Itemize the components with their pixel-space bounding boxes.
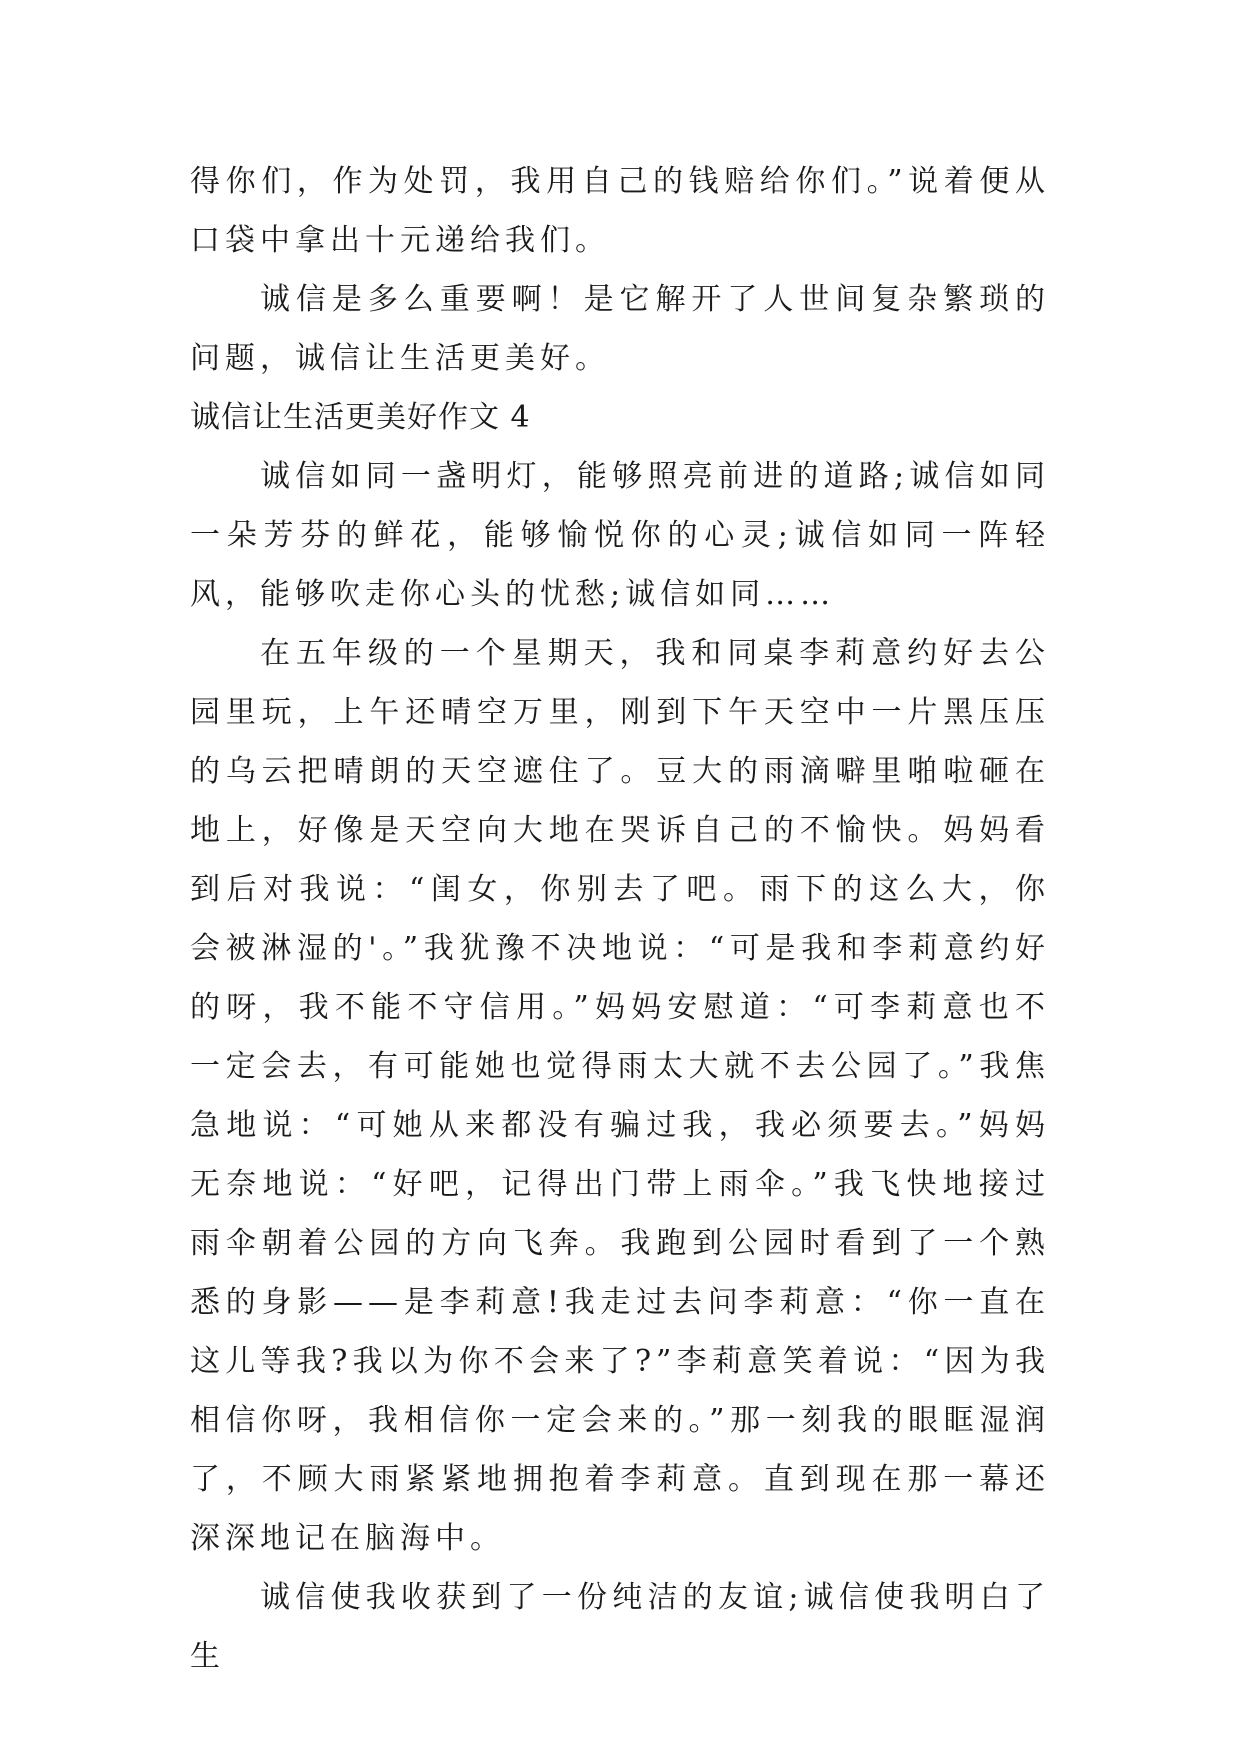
paragraph-continuation: 得你们，作为处罚，我用自己的钱赔给你们。”说着便从口袋中拿出十元递给我们。 [190, 164, 1050, 258]
paragraph-closing: 诚信使我收获到了一份纯洁的友谊;诚信使我明白了生 [190, 1580, 1050, 1674]
paragraph-conclusion: 诚信是多么重要啊！是它解开了人世间复杂繁琐的问题，诚信让生活更美好。 [190, 282, 1050, 376]
paragraph-story: 在五年级的一个星期天，我和同桌李莉意约好去公园里玩，上午还晴空万里，刚到下午天空中一片黑压压的乌云把晴朗的天空遮住了。豆大的雨滴噼里啪啦砸在地上，好像是天空向大地在哭诉自己的不愉快。妈妈看到后对我说：“闺女，你别去了吧。雨下的这么大，你会被淋湿的'。”我犹豫不决地说：“可是我和李莉意约好的呀，我不能不守信用。”妈妈安慰道：“可李莉意也不一定会去，有可能她也觉得雨太大就不去公园了。”我焦急地说：“可她从来都没有骗过我，我必须要去。”妈妈无奈地说：“好吧，记得出门带上雨伞。”我飞快地接过雨伞朝着公园的方向飞奔。我跑到公园时看到了一个熟悉的身影——是李莉意!我走过去问李莉意：“你一直在这儿等我?我以为你不会来了?”李莉意笑着说：“因为我相信你呀，我相信你一定会来的。”那一刻我的眼眶湿润了，不顾大雨紧紧地拥抱着李莉意。直到现在那一幕还深深地记在脑海中。 [190, 636, 1050, 1556]
essay-heading: 诚信让生活更美好作文 4 [190, 400, 531, 435]
paragraph-intro: 诚信如同一盏明灯，能够照亮前进的道路;诚信如同一朵芳芬的鲜花，能够愉悦你的心灵;诚信如同一阵轻风，能够吹走你心头的忧愁;诚信如同…… [190, 459, 1050, 612]
document-body [190, 152, 1050, 1686]
